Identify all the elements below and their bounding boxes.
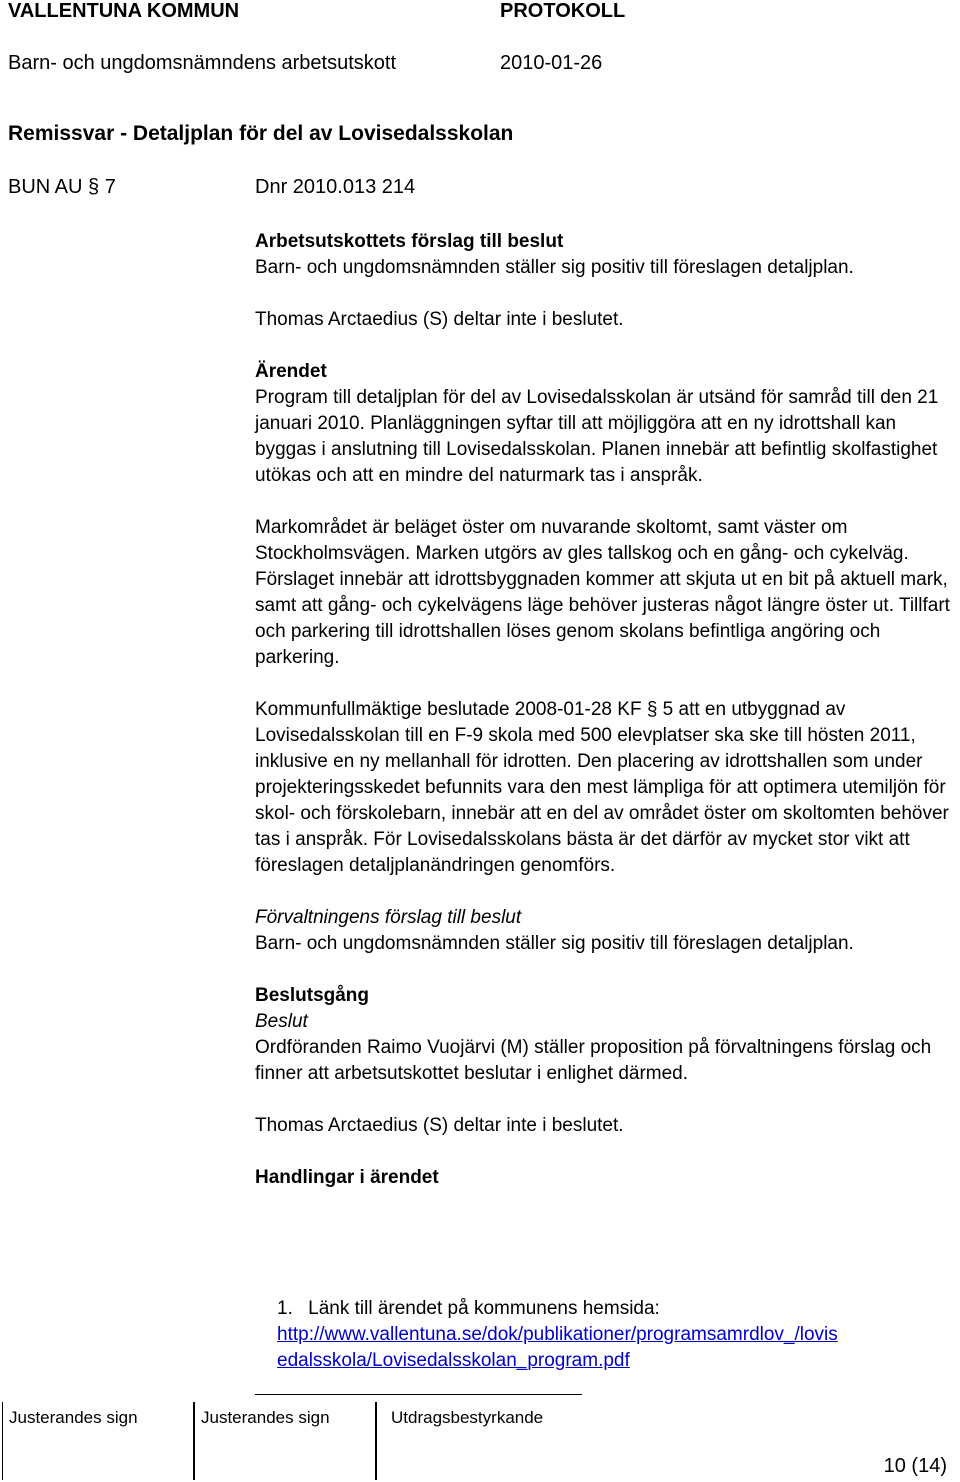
- sign-box-1: [2, 1402, 194, 1480]
- list-item: [277, 1296, 957, 1322]
- organization-name: VALLENTUNA KOMMUN: [8, 0, 240, 22]
- decision-subheading: Beslut: [255, 1011, 308, 1032]
- administration-proposal-text: Barn- och ungdomsnämnden ställer sig positiv till föreslagen detaljplan.: [255, 933, 854, 954]
- arendet-paragraph-3: Kommunfullmäktige beslutade 2008-01-28 KF § 5 att en utbyggnad av Lovisedalsskolan till en F-9 skola med 500 elevplatser ska ske till hösten 2011, inklusive en ny mellanhall för idrotten. Den placering av idrottshallen som under projekteringsskedet befunnits vara den mest lämpliga för att optimera utemiljön för skol- och förskolebarn, innebär att en del av området öster om skoltomten behöver tas i anspråk. För Lovisedalsskolans bästa är det därför av mycket stor vikt att föreslagen detaljplanändringen genomförs.: [255, 699, 949, 876]
- sign-label-2: Justerandes sign: [201, 1408, 330, 1427]
- arendet-paragraph-2: Markområdet är beläget öster om nuvarande skoltomt, samt väster om Stockholmsvägen. Marken utgörs av gles tallskog och en gång- och cykelväg. Förslaget innebär att idrottsbyggnaden kommer att skjuta ut en bit på aktuell mark, samt att gång- och cykelvägens läge behöver justeras något längre öster ut. Tillfart och parkering till idrottshallen löses genom skolans befintliga angöring och parkering.: [255, 517, 950, 668]
- page-number: 10 (14): [883, 1455, 947, 1477]
- extract-label: Utdragsbestyrkande: [391, 1408, 544, 1427]
- list-item-text: Länk till ärendet på kommunens hemsida:: [308, 1298, 660, 1319]
- page-title: Remissvar - Detaljplan för del av Lovisedalsskolan: [8, 122, 514, 145]
- arendet-paragraph-1: Program till detaljplan för del av Lovisedalsskolan är utsänd för samråd till den 21 januari 2010. Planläggningen syftar till att möjliggöra att en ny idrottshall kan byggas i anslutning till Lovisedalsskolan. Planen innebär att befintlig skolfastighet utökas och att en mindre del naturmark tas i anspråk.: [255, 387, 939, 486]
- signature-line: [255, 1394, 582, 1395]
- diary-number: Dnr 2010.013 214: [255, 176, 416, 198]
- sign-label-1: Justerandes sign: [9, 1408, 138, 1427]
- committee-name: Barn- och ungdomsnämndens arbetsutskott: [8, 52, 396, 74]
- documents-list: [277, 1296, 957, 1374]
- paragraph-number: BUN AU § 7: [8, 176, 116, 198]
- main-body: [255, 229, 955, 1191]
- documents-heading: Handlingar i ärendet: [255, 1167, 439, 1188]
- administration-proposal-heading: Förvaltningens förslag till beslut: [255, 907, 522, 928]
- decision-abstain: Thomas Arctaedius (S) deltar inte i beslutet.: [255, 1115, 624, 1136]
- proposal-text: Barn- och ungdomsnämnden ställer sig positiv till föreslagen detaljplan.: [255, 257, 854, 278]
- proposal-abstain: Thomas Arctaedius (S) deltar inte i beslutet.: [255, 309, 624, 330]
- footer: [2, 1402, 958, 1480]
- sign-box-2: [194, 1402, 376, 1480]
- decision-text: Ordföranden Raimo Vuojärvi (M) ställer proposition på förvaltningens förslag och finner att arbetsutskottet beslutar i enlighet därmed.: [255, 1037, 932, 1084]
- extract-box: [376, 1402, 957, 1480]
- decision-process-heading: Beslutsgång: [255, 985, 370, 1006]
- document-link-line-2[interactable]: edalsskola/Lovisedalsskolan_program.pdf: [277, 1350, 630, 1371]
- list-item-number: 1.: [277, 1298, 293, 1319]
- arendet-heading: Ärendet: [255, 361, 327, 382]
- proposal-heading: Arbetsutskottets förslag till beslut: [255, 231, 564, 252]
- document-link-line-1[interactable]: http://www.vallentuna.se/dok/publikationer/programsamrdlov_/lovis: [277, 1324, 838, 1345]
- meeting-date: 2010-01-26: [500, 52, 603, 74]
- document-type: PROTOKOLL: [500, 0, 626, 22]
